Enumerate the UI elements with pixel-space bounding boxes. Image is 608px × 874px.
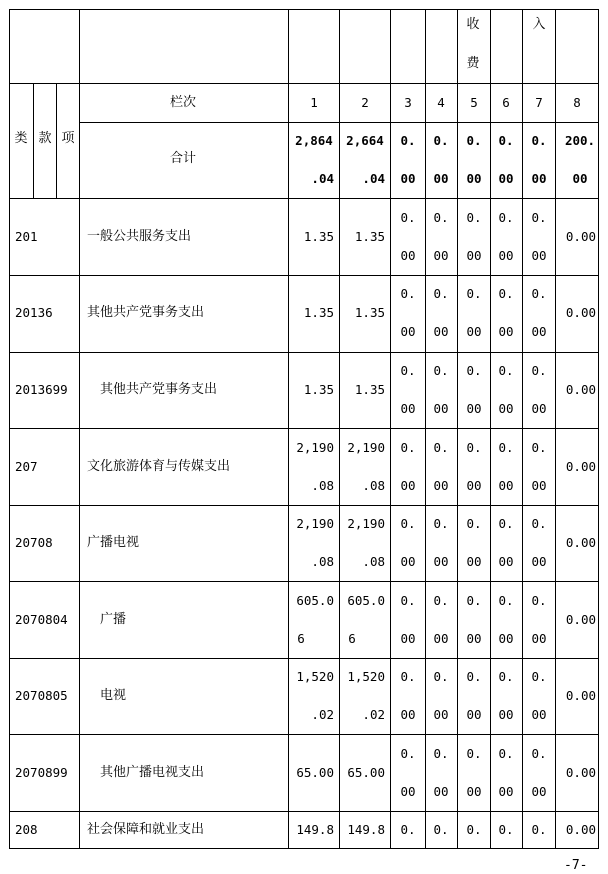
row-c6-line2: 00	[498, 248, 514, 263]
row-code: 2070805	[15, 688, 68, 703]
row-c5-line2: 00	[466, 554, 482, 569]
row-c5-line1: 0.	[466, 210, 482, 225]
row-c2-line1: 1.35	[354, 229, 385, 244]
row-c7-line2: 00	[531, 631, 547, 646]
row-c5-line2: 00	[466, 401, 482, 416]
receipt-char-2: 费	[466, 56, 480, 71]
row-c6-line1: 0.	[498, 363, 514, 378]
rule-row	[9, 734, 599, 735]
row-c7-line1: 0.	[531, 440, 547, 455]
section-label: 款	[38, 131, 52, 146]
rule-c6-c7	[522, 9, 523, 849]
rule-c3-c4	[425, 9, 426, 849]
row-c3-line1: 0.	[400, 822, 416, 837]
row-c4-line2: 00	[433, 478, 449, 493]
rule-code-name	[79, 9, 80, 849]
row-c8: 0.00	[565, 305, 596, 320]
row-c8: 0.00	[565, 765, 596, 780]
column-number-1: 1	[310, 95, 318, 110]
row-c7-line2: 00	[531, 248, 547, 263]
row-c5-line1: 0.	[466, 669, 482, 684]
row-c4-line1: 0.	[433, 440, 449, 455]
row-c2-line1: 605.0	[347, 593, 385, 608]
row-c4-line1: 0.	[433, 516, 449, 531]
row-c1-line1: 65.00	[296, 765, 334, 780]
total-c1-line2: .04	[311, 171, 334, 186]
row-name: 广播	[100, 612, 127, 627]
row-c7-line1: 0.	[531, 286, 547, 301]
row-c3-line2: 00	[400, 324, 416, 339]
total-c8-line1: 200.	[564, 133, 596, 148]
total-c2-line2: .04	[362, 171, 385, 186]
row-c3-line1: 0.	[400, 286, 416, 301]
rule-header-bottom	[9, 198, 599, 199]
total-c7-line1: 0.	[531, 133, 547, 148]
rule-c5-c6	[490, 9, 491, 849]
row-c7-line1: 0.	[531, 669, 547, 684]
row-c4-line1: 0.	[433, 286, 449, 301]
row-c3-line2: 00	[400, 554, 416, 569]
row-code: 2070899	[15, 765, 68, 780]
row-c2-line2: .02	[362, 707, 385, 722]
rule-header-upper	[9, 83, 599, 84]
row-c1-line1: 1,520	[296, 669, 334, 684]
row-name: 文化旅游体育与传媒支出	[87, 459, 231, 474]
row-c7-line1: 0.	[531, 210, 547, 225]
row-c2-line2: .08	[362, 554, 385, 569]
total-c2-line1: 2,664	[346, 133, 384, 148]
rule-row	[9, 352, 599, 353]
row-c6-line1: 0.	[498, 669, 514, 684]
row-c7-line2: 00	[531, 707, 547, 722]
row-c2-line1: 2,190	[347, 440, 385, 455]
row-c1-line1: 1.35	[303, 229, 334, 244]
column-index-label: 栏次	[169, 95, 197, 110]
total-c1-line1: 2,864	[295, 133, 333, 148]
row-c8: 0.00	[565, 612, 596, 627]
column-number-5: 5	[470, 95, 478, 110]
row-c8: 0.00	[565, 535, 596, 550]
row-c4-line1: 0.	[433, 746, 449, 761]
rule-type-section	[33, 83, 34, 198]
row-c2-line1: 149.8	[347, 822, 385, 837]
row-code: 201	[15, 229, 38, 244]
row-c2-line1: 65.00	[347, 765, 385, 780]
row-c2-line2: .08	[362, 478, 385, 493]
row-c6-line2: 00	[498, 707, 514, 722]
row-c4-line1: 0.	[433, 593, 449, 608]
row-c5-line2: 00	[466, 324, 482, 339]
row-c5-line1: 0.	[466, 286, 482, 301]
receipt-char-3: 入	[532, 17, 546, 32]
row-c7-line2: 00	[531, 324, 547, 339]
row-c7-line2: 00	[531, 478, 547, 493]
row-c1-line2: .08	[311, 554, 334, 569]
row-c6-line2: 00	[498, 554, 514, 569]
column-number-4: 4	[437, 95, 445, 110]
total-label: 合计	[169, 151, 197, 166]
row-c4-line1: 0.	[433, 669, 449, 684]
row-c1-line1: 2,190	[296, 440, 334, 455]
row-c3-line1: 0.	[400, 440, 416, 455]
row-c7-line2: 00	[531, 554, 547, 569]
rule-right	[598, 9, 599, 849]
row-name: 其他广播电视支出	[100, 765, 205, 780]
total-c4-line2: 00	[433, 171, 449, 186]
row-c5-line2: 00	[466, 631, 482, 646]
row-c6-line1: 0.	[498, 516, 514, 531]
rule-row	[9, 811, 599, 812]
row-c6-line1: 0.	[498, 286, 514, 301]
row-c3-line1: 0.	[400, 210, 416, 225]
row-c1-line2: .08	[311, 478, 334, 493]
row-c3-line2: 00	[400, 707, 416, 722]
rule-c2-c3	[390, 9, 391, 849]
row-c6-line2: 00	[498, 631, 514, 646]
row-c7-line1: 0.	[531, 593, 547, 608]
rule-left	[9, 9, 10, 849]
row-c6-line2: 00	[498, 324, 514, 339]
row-c1-line2: 6	[297, 631, 305, 646]
rule-row	[9, 428, 599, 429]
column-number-7: 7	[535, 95, 543, 110]
row-code: 2013699	[15, 382, 68, 397]
row-c8: 0.00	[565, 688, 596, 703]
column-number-2: 2	[361, 95, 369, 110]
total-c7-line2: 00	[531, 171, 547, 186]
row-c3-line1: 0.	[400, 746, 416, 761]
row-c3-line2: 00	[400, 478, 416, 493]
total-c6-line2: 00	[498, 171, 514, 186]
row-c4-line2: 00	[433, 554, 449, 569]
column-number-3: 3	[404, 95, 412, 110]
row-c8: 0.00	[565, 822, 596, 837]
rule-c4-c5	[457, 9, 458, 849]
row-c6-line1: 0.	[498, 593, 514, 608]
rule-row	[9, 658, 599, 659]
row-c7-line2: 00	[531, 784, 547, 799]
row-c8: 0.00	[565, 229, 596, 244]
total-c5-line2: 00	[466, 171, 482, 186]
row-c3-line1: 0.	[400, 516, 416, 531]
rule-bottom	[9, 848, 599, 849]
row-c4-line1: 0.	[433, 822, 449, 837]
rule-name-c1	[288, 9, 289, 849]
row-name: 广播电视	[87, 535, 140, 550]
row-code: 20136	[15, 305, 53, 320]
row-c3-line1: 0.	[400, 669, 416, 684]
row-c3-line1: 0.	[400, 363, 416, 378]
row-c3-line2: 00	[400, 401, 416, 416]
total-c5-line1: 0.	[466, 133, 482, 148]
row-c2-line1: 2,190	[347, 516, 385, 531]
row-c3-line1: 0.	[400, 593, 416, 608]
rule-c1-c2	[339, 9, 340, 849]
row-c6-line2: 00	[498, 784, 514, 799]
row-c1-line1: 1.35	[303, 382, 334, 397]
rule-row	[9, 505, 599, 506]
row-code: 208	[15, 822, 38, 837]
row-c4-line2: 00	[433, 248, 449, 263]
row-code: 207	[15, 459, 38, 474]
row-c1-line1: 149.8	[296, 822, 334, 837]
row-c8: 0.00	[565, 382, 596, 397]
row-name: 电视	[100, 688, 127, 703]
row-c4-line1: 0.	[433, 363, 449, 378]
total-c6-line1: 0.	[498, 133, 514, 148]
total-c4-line1: 0.	[433, 133, 449, 148]
column-number-8: 8	[573, 95, 581, 110]
rule-section-item	[56, 83, 57, 198]
row-c2-line2: 6	[348, 631, 356, 646]
row-c5-line2: 00	[466, 784, 482, 799]
row-c6-line2: 00	[498, 401, 514, 416]
row-code: 2070804	[15, 612, 68, 627]
total-c3-line2: 00	[400, 171, 416, 186]
row-c4-line2: 00	[433, 707, 449, 722]
column-number-6: 6	[502, 95, 510, 110]
row-c1-line2: .02	[311, 707, 334, 722]
type-label: 类	[14, 131, 28, 146]
row-c7-line1: 0.	[531, 746, 547, 761]
row-c3-line2: 00	[400, 784, 416, 799]
row-name: 其他共产党事务支出	[87, 305, 205, 320]
row-c3-line2: 00	[400, 248, 416, 263]
rule-row	[9, 581, 599, 582]
row-name: 社会保障和就业支出	[87, 822, 205, 837]
row-name: 一般公共服务支出	[87, 229, 192, 244]
rule-row	[9, 275, 599, 276]
row-name: 其他共产党事务支出	[100, 382, 218, 397]
row-c6-line1: 0.	[498, 746, 514, 761]
row-c5-line2: 00	[466, 478, 482, 493]
row-c4-line1: 0.	[433, 210, 449, 225]
total-c8-line2: 00	[572, 171, 588, 186]
row-c8: 0.00	[565, 459, 596, 474]
row-c7-line1: 0.	[531, 363, 547, 378]
rule-top	[9, 9, 599, 10]
row-c4-line2: 00	[433, 324, 449, 339]
row-c1-line1: 2,190	[296, 516, 334, 531]
row-code: 20708	[15, 535, 53, 550]
receipt-char-1: 收	[466, 17, 480, 32]
row-c6-line1: 0.	[498, 440, 514, 455]
row-c7-line1: 0.	[531, 516, 547, 531]
row-c7-line1: 0.	[531, 822, 547, 837]
row-c3-line2: 00	[400, 631, 416, 646]
row-c5-line1: 0.	[466, 516, 482, 531]
row-c5-line1: 0.	[466, 822, 482, 837]
row-c6-line2: 00	[498, 478, 514, 493]
row-c1-line1: 605.0	[296, 593, 334, 608]
row-c7-line2: 00	[531, 401, 547, 416]
row-c5-line1: 0.	[466, 363, 482, 378]
row-c5-line1: 0.	[466, 593, 482, 608]
page-number: -7-	[564, 858, 588, 873]
row-c4-line2: 00	[433, 631, 449, 646]
row-c4-line2: 00	[433, 401, 449, 416]
item-label: 项	[61, 131, 75, 146]
row-c2-line1: 1.35	[354, 305, 385, 320]
rule-c7-c8	[555, 9, 556, 849]
total-c3-line1: 0.	[400, 133, 416, 148]
row-c2-line1: 1,520	[347, 669, 385, 684]
row-c5-line2: 00	[466, 707, 482, 722]
row-c5-line1: 0.	[466, 440, 482, 455]
row-c1-line1: 1.35	[303, 305, 334, 320]
row-c6-line1: 0.	[498, 822, 514, 837]
row-c2-line1: 1.35	[354, 382, 385, 397]
row-c5-line1: 0.	[466, 746, 482, 761]
row-c6-line1: 0.	[498, 210, 514, 225]
row-c4-line2: 00	[433, 784, 449, 799]
row-c5-line2: 00	[466, 248, 482, 263]
